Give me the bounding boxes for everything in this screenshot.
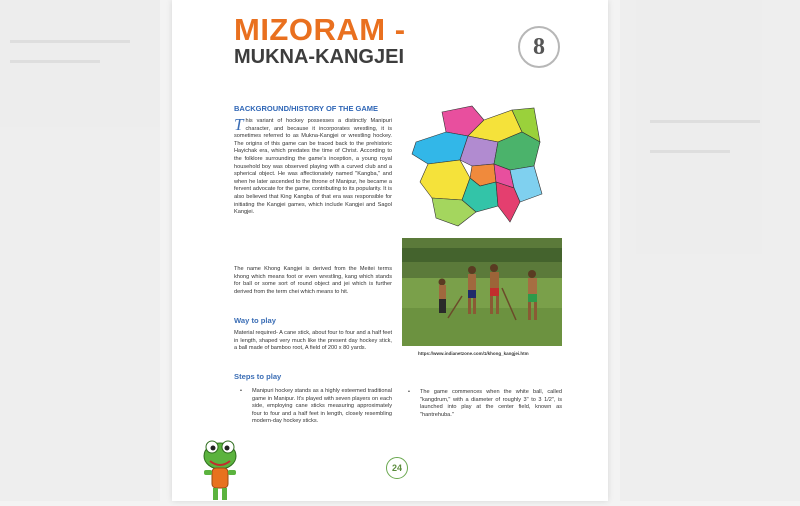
photo-treeline (402, 248, 562, 262)
page-title-line2: MUKNA-KANGJEI (234, 46, 404, 68)
background-heading: BACKGROUND/HISTORY OF THE GAME (234, 104, 379, 113)
step-text-2: The game commences when the white ball, called "kangdrum," with a diameter of roughly 3" to 3 1/2", is launched into play at the center field, known as "hantrehuba." (420, 389, 562, 418)
step-item-1 (240, 388, 392, 426)
ghost-line (10, 40, 130, 43)
step-item-2 (408, 389, 562, 419)
bullet-icon: • (240, 388, 242, 394)
chapter-number-badge: 8 (518, 26, 560, 68)
background-paragraph-1 (234, 115, 392, 217)
page-number: 24 (386, 457, 408, 479)
drop-cap: T (234, 115, 244, 134)
previous-page-ghost (0, 0, 160, 501)
steps-to-play-heading: Steps to play (234, 372, 282, 381)
photo-caption: https://www.indianetzone.com/1/khong_kangjei.htm (418, 351, 529, 356)
background-text-1: his variant of hockey possesses a distinctly Manipuri character, and because it incorporates wrestling, it is sometimes referred to as Mukna-Kangjei or wrestling hockey. The origins of this game can be traced back to the prehistoric Hayichak era, which predates the time of Christ. According to the folklore surrounding the game's inception, a young royal household boy was observed playing with a curved club and a spherical object. He was affectionately named "Kangba," and when he later ascended to the throne of Manipur, he became a fervent advocate for the game, contributing to its popularity. It is also believed that King Kangba of that era was responsible for initiating the Kangjei games, which include Kangjei and Sagol Kangjei. (234, 118, 392, 216)
ghost-line (650, 150, 730, 153)
page-title-line1: MIZORAM - (234, 12, 406, 47)
mascot-svg (190, 436, 250, 501)
map-district (420, 160, 470, 200)
next-page-ghost (620, 0, 800, 501)
way-to-play-heading: Way to play (234, 316, 276, 325)
khong-kangjei-photo (402, 238, 562, 346)
bullet-icon: • (408, 389, 410, 395)
player-figure (439, 279, 447, 314)
ghost-line (10, 60, 100, 63)
map-svg (402, 102, 562, 230)
map-district (412, 132, 468, 164)
frog-mascot-illustration (190, 436, 250, 501)
way-to-play-text: Material required- A cane stick, about four to four and a half feet in length, shaped very much like the present day hockey stick, a ball made of bamboo root, A field of 200 x 80 yards. (234, 330, 392, 352)
ghost-line (650, 120, 760, 123)
background-paragraph-2: The name Khong Kangjei is derived from the Meitei terms khong which means foot or even wrestling, kang which stands for ball or some sort of round object and jei which is further derived from the term chei which means to hit. (234, 266, 392, 295)
photo-svg (402, 238, 562, 346)
step-text-1: Manipuri hockey stands as a highly esteemed traditional game in Manipur. It's played with seven players on each side, employing cane sticks measuring approximately four to four and a half feet in length, closely resembling modern-day hockey sticks. (252, 388, 392, 425)
photo-field (402, 308, 562, 346)
manipur-district-map (402, 102, 562, 230)
